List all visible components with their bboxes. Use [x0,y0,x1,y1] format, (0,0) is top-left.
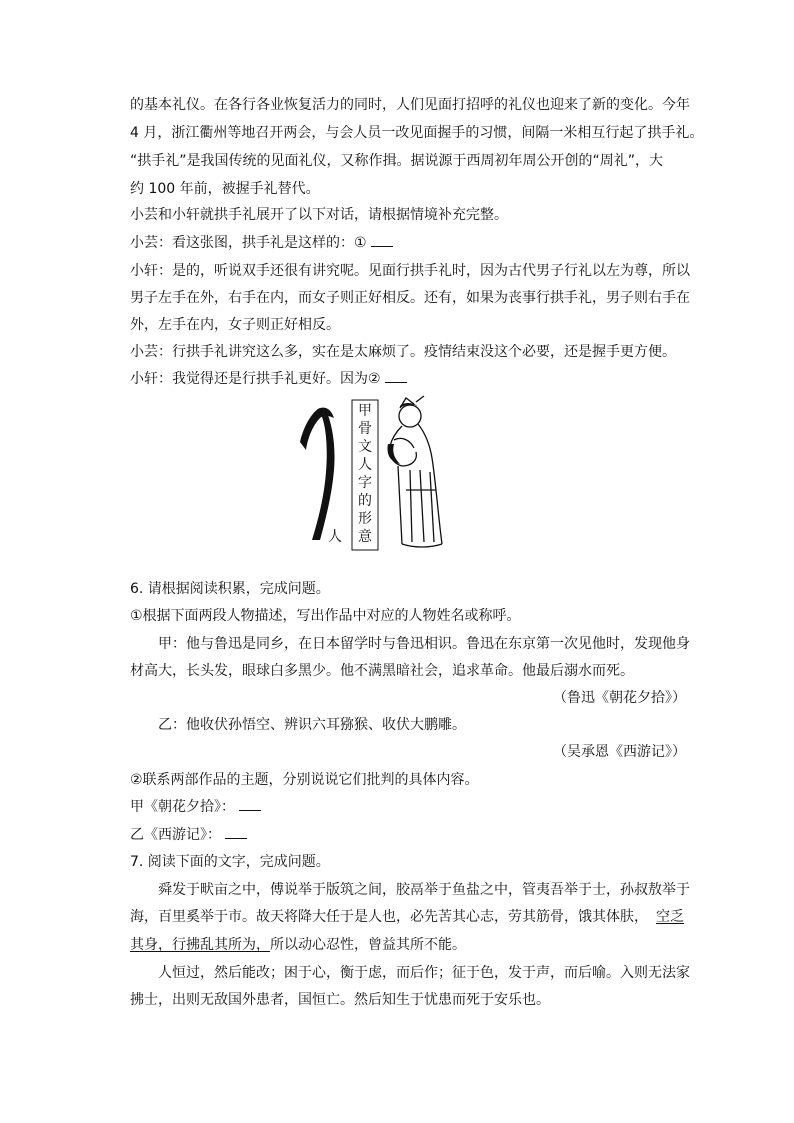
answer-blank-1[interactable] [371,234,393,247]
q7-underlined-phrase-a: 空乏 [656,909,684,925]
caption-char: 的 [358,493,372,509]
q6-yi-source: （吴承恩《西游记》） [553,744,686,760]
q6-answer-yi-label: 乙《西游记》： [130,827,221,843]
caption-char: 骨 [358,421,372,437]
caption-char: 字 [358,475,372,491]
q7-title: 7. 阅读下面的文字，完成问题。 [130,854,330,870]
q6-answer-jia [130,798,705,816]
q7-p2-line-a: 人恒过，然后能改；困于心，衡于虑，而后作；征于色，发于声，而后喻。入则无法家 [158,965,690,981]
oracle-bone-figure [290,394,450,554]
q7-p1-line-a: 舜发于畎亩之中，傅说举于版筑之间，胶鬲举于鱼盐之中，管夷吾举于士，孙叔敖举于 [158,882,690,898]
answer-blank-2[interactable] [385,370,407,383]
dialogue-xuan-2-text: 小轩：我觉得还是行拱手礼更好。因为② [130,371,381,387]
figure-caption [352,402,378,546]
dialogue-yun-2: 小芸：行拱手礼讲究这么多，实在是太麻烦了。疫情结束没这个必要，还是握手更方便。 [130,344,676,360]
q7-p1-line-b [130,908,705,926]
q6-jia-line-a: 甲：他与鲁迅是同乡，在日本留学时与鲁迅相识。鲁迅在东京第一次见他时，发现他身 [158,636,690,652]
q6-jia-source: （鲁迅《朝花夕拾》） [553,690,686,706]
q7-underlined-phrase-b: 其身，行拂乱其所为， [130,937,270,953]
caption-char: 人 [358,457,372,473]
dialogue-xuan-2 [130,370,705,388]
q7-p1-line-c [130,936,705,954]
passage-line-4: 约 100 年前，被握手礼替代。 [130,181,320,197]
q6-title: 6. 请根据阅读积累，完成问题。 [130,581,330,597]
q6-answer-yi [130,826,705,844]
caption-char: 文 [358,439,372,455]
q6-answer-jia-label: 甲《朝花夕拾》： [130,799,235,815]
q7-p2-line-b: 拂士，出则无敌国外患者，国恒亡。然后知生于忧患而死于安乐也。 [130,992,550,1008]
passage-line-1: 的基本礼仪。在各行各业恢复活力的同时，人们见面打招呼的礼仪也迎来了新的变化。今年 [130,97,690,113]
caption-char: 形 [358,511,372,527]
passage-line-2: 4 月，浙江衢州等地召开两会，与会人员一改见面握手的习惯，间隔一米相互行起了拱手礼。 [130,125,704,141]
q6-sub2: ②联系两部作品的主题，分别说说它们批判的具体内容。 [130,772,479,788]
q6-yi-line: 乙：他收伏孙悟空、辨识六耳猕猴、收伏大鹏雕。 [158,717,466,733]
dialogue-yun-1 [130,234,705,252]
q6-jia-line-b: 材高大，长头发，眼球白多黑少。他不满黑暗社会，追求革命。他最后溺水而死。 [130,663,634,679]
q7-p1-line-b-text: 海，百里奚举于市。故天将降大任于是人也，必先苦其心志，劳其筋骨，饿其体肤， [130,909,648,925]
q7-p1-line-c-text: 所以动心忍性，曾益其所不能。 [270,937,466,953]
figure-char-label: 人 [328,529,342,545]
caption-char: 甲 [358,403,372,419]
answer-blank-jia[interactable] [239,798,261,811]
dialogue-xuan-1a: 小轩：是的，听说双手还很有讲究呢。见面行拱手礼时，因为古代男子行礼以左为尊，所以 [130,263,690,279]
caption-char: 意 [358,529,372,545]
dialogue-xuan-1b: 男子左手在外，右手在内，而女子则正好相反。还有，如果为丧事行拱手礼，男子则右手在 [130,290,690,306]
dialogue-yun-1-text: 小芸：看这张图，拱手礼是这样的：① [130,235,367,251]
answer-blank-yi[interactable] [225,826,247,839]
passage-line-5: 小芸和小轩就拱手礼展开了以下对话，请根据情境补充完整。 [130,207,508,223]
dialogue-xuan-1c: 外，左手在内，女子则正好相反。 [130,317,340,333]
q6-sub1: ①根据下面两段人物描述，写出作品中对应的人物姓名或称呼。 [130,608,521,624]
passage-line-3: “拱手礼”是我国传统的见面礼仪，又称作揖。据说源于西周初年周公开创的“周礼”，大 [130,153,664,169]
